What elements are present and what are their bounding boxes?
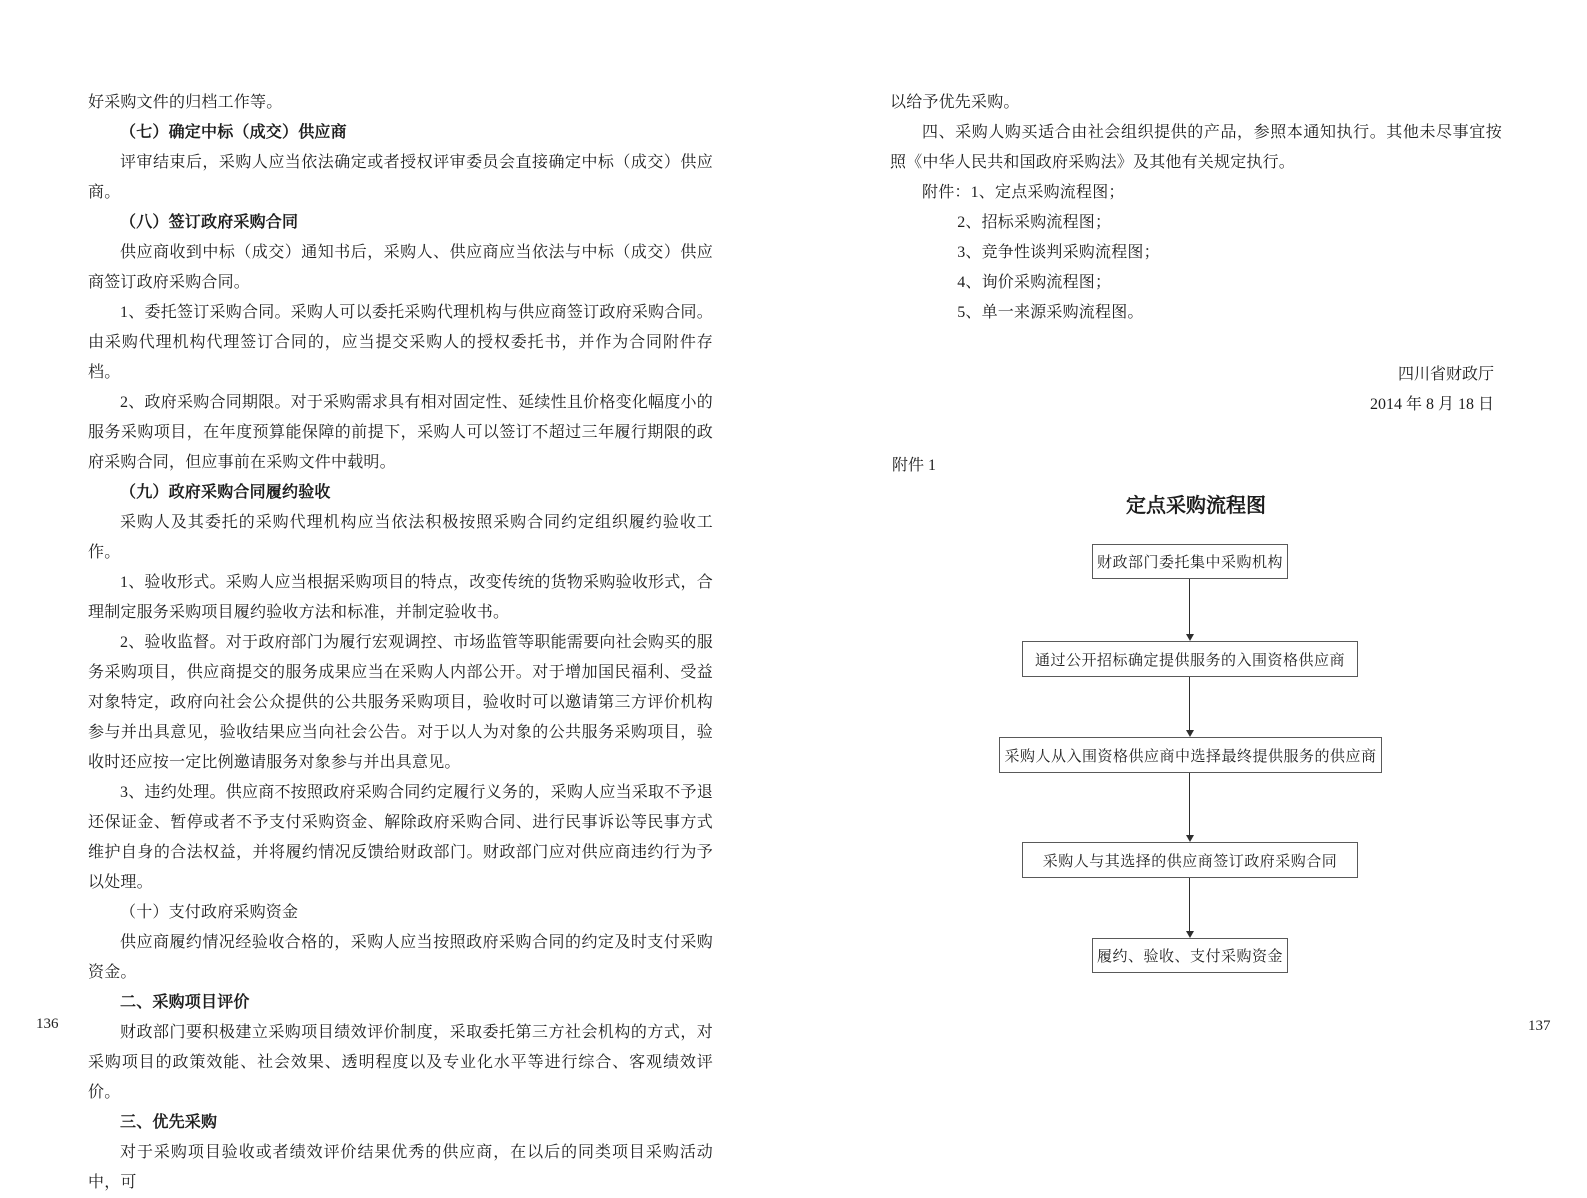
arrow-down-icon — [1189, 579, 1190, 634]
page-number-left: 136 — [36, 1016, 59, 1032]
attachment-list-item: 3、竞争性谈判采购流程图； — [957, 244, 1160, 261]
attachment-list-item: 附件：1、定点采购流程图； — [922, 184, 1125, 201]
paragraph: 好采购文件的归档工作等。 — [88, 94, 283, 111]
page-number-right: 137 — [1528, 1018, 1551, 1034]
left-text-column — [88, 88, 713, 1198]
section-heading: （九）政府采购合同履约验收 — [120, 484, 331, 501]
paragraph: 对于采购项目验收或者绩效评价结果优秀的供应商，在以后的同类项目采购活动中，可 — [88, 1144, 713, 1191]
paragraph: 1、委托签订采购合同。采购人可以委托采购代理机构与供应商签订政府采购合同。由采购代理机构代理签订合同的，应当提交采购人的授权委托书，并作为合同附件存档。 — [88, 304, 713, 381]
attachment-list-item: 5、单一来源采购流程图。 — [957, 304, 1144, 321]
attachment-label: 附件 1 — [892, 457, 937, 474]
section-heading: 三、优先采购 — [120, 1114, 218, 1131]
flowchart-step-box: 财政部门委托集中采购机构 — [1092, 544, 1288, 579]
paragraph: 供应商履约情况经验收合格的，采购人应当按照政府采购合同的约定及时支付采购资金。 — [88, 934, 713, 981]
right-text-column — [890, 88, 1502, 328]
flowchart-step-box: 通过公开招标确定提供服务的入围资格供应商 — [1022, 641, 1358, 677]
arrow-down-icon — [1189, 677, 1190, 730]
paragraph: 3、违约处理。供应商不按照政府采购合同约定履行义务的，采购人应当采取不予退还保证金、暂停或者不予支付采购资金、解除政府采购合同、进行民事诉讼等民事方式维护自身的合法权益，并将履约情况反馈给财政部门。财政部门应对供应商违约行为予以处理。 — [88, 784, 713, 891]
flowchart-title: 定点采购流程图 — [1126, 495, 1266, 517]
flowchart-step-box: 履约、验收、支付采购资金 — [1092, 938, 1288, 973]
section-heading: （十）支付政府采购资金 — [120, 904, 299, 921]
paragraph: 1、验收形式。采购人应当根据采购项目的特点，改变传统的货物采购验收形式，合理制定服务采购项目履约验收方法和标准，并制定验收书。 — [88, 574, 713, 621]
flowchart — [890, 536, 1502, 996]
paragraph: 2、验收监督。对于政府部门为履行宏观调控、市场监管等职能需要向社会购买的服务采购项目，供应商提交的服务成果应当在采购人内部公开。对于增加国民福利、受益对象特定，政府向社会公众提供的公共服务采购项目，验收时可以邀请第三方评价机构参与并出具意见，验收结果应当向社会公告。对于以人为对象的公共服务采购项目，验收时还应按一定比例邀请服务对象参与并出具意见。 — [88, 634, 713, 771]
arrow-down-icon — [1189, 878, 1190, 931]
flowchart-step-box: 采购人与其选择的供应商签订政府采购合同 — [1022, 842, 1358, 878]
arrow-down-icon — [1189, 773, 1190, 835]
paragraph: 财政部门要积极建立采购项目绩效评价制度，采取委托第三方社会机构的方式，对采购项目的政策效能、社会效果、透明程度以及专业化水平等进行综合、客观绩效评价。 — [88, 1024, 713, 1101]
section-heading: （七）确定中标（成交）供应商 — [120, 124, 347, 141]
paragraph: 2、政府采购合同期限。对于采购需求具有相对固定性、延续性且价格变化幅度小的服务采购项目，在年度预算能保障的前提下，采购人可以签订不超过三年履行期限的政府采购合同，但应事前在采购文件中载明。 — [88, 394, 713, 471]
date-line: 2014 年 8 月 18 日 — [1369, 396, 1494, 413]
section-heading: 二、采购项目评价 — [120, 994, 250, 1011]
attachment-list-item: 4、询价采购流程图； — [957, 274, 1112, 291]
paragraph: 供应商收到中标（成交）通知书后，采购人、供应商应当依法与中标（成交）供应商签订政府采购合同。 — [88, 244, 713, 291]
section-heading: （八）签订政府采购合同 — [120, 214, 299, 231]
signature-line: 四川省财政厅 — [1397, 366, 1494, 383]
flowchart-step-box: 采购人从入围资格供应商中选择最终提供服务的供应商 — [999, 737, 1382, 773]
paragraph: 评审结束后，采购人应当依法确定或者授权评审委员会直接确定中标（成交）供应商。 — [88, 154, 713, 201]
attachment-list-item: 2、招标采购流程图； — [957, 214, 1112, 231]
paragraph: 以给予优先采购。 — [890, 94, 1020, 111]
page-right — [890, 0, 1502, 1077]
paragraph: 四、采购人购买适合由社会组织提供的产品，参照本通知执行。其他未尽事宜按照《中华人民共和国政府采购法》及其他有关规定执行。 — [890, 124, 1502, 171]
page-left — [88, 0, 713, 1191]
paragraph: 采购人及其委托的采购代理机构应当依法积极按照采购合同约定组织履约验收工作。 — [88, 514, 713, 561]
